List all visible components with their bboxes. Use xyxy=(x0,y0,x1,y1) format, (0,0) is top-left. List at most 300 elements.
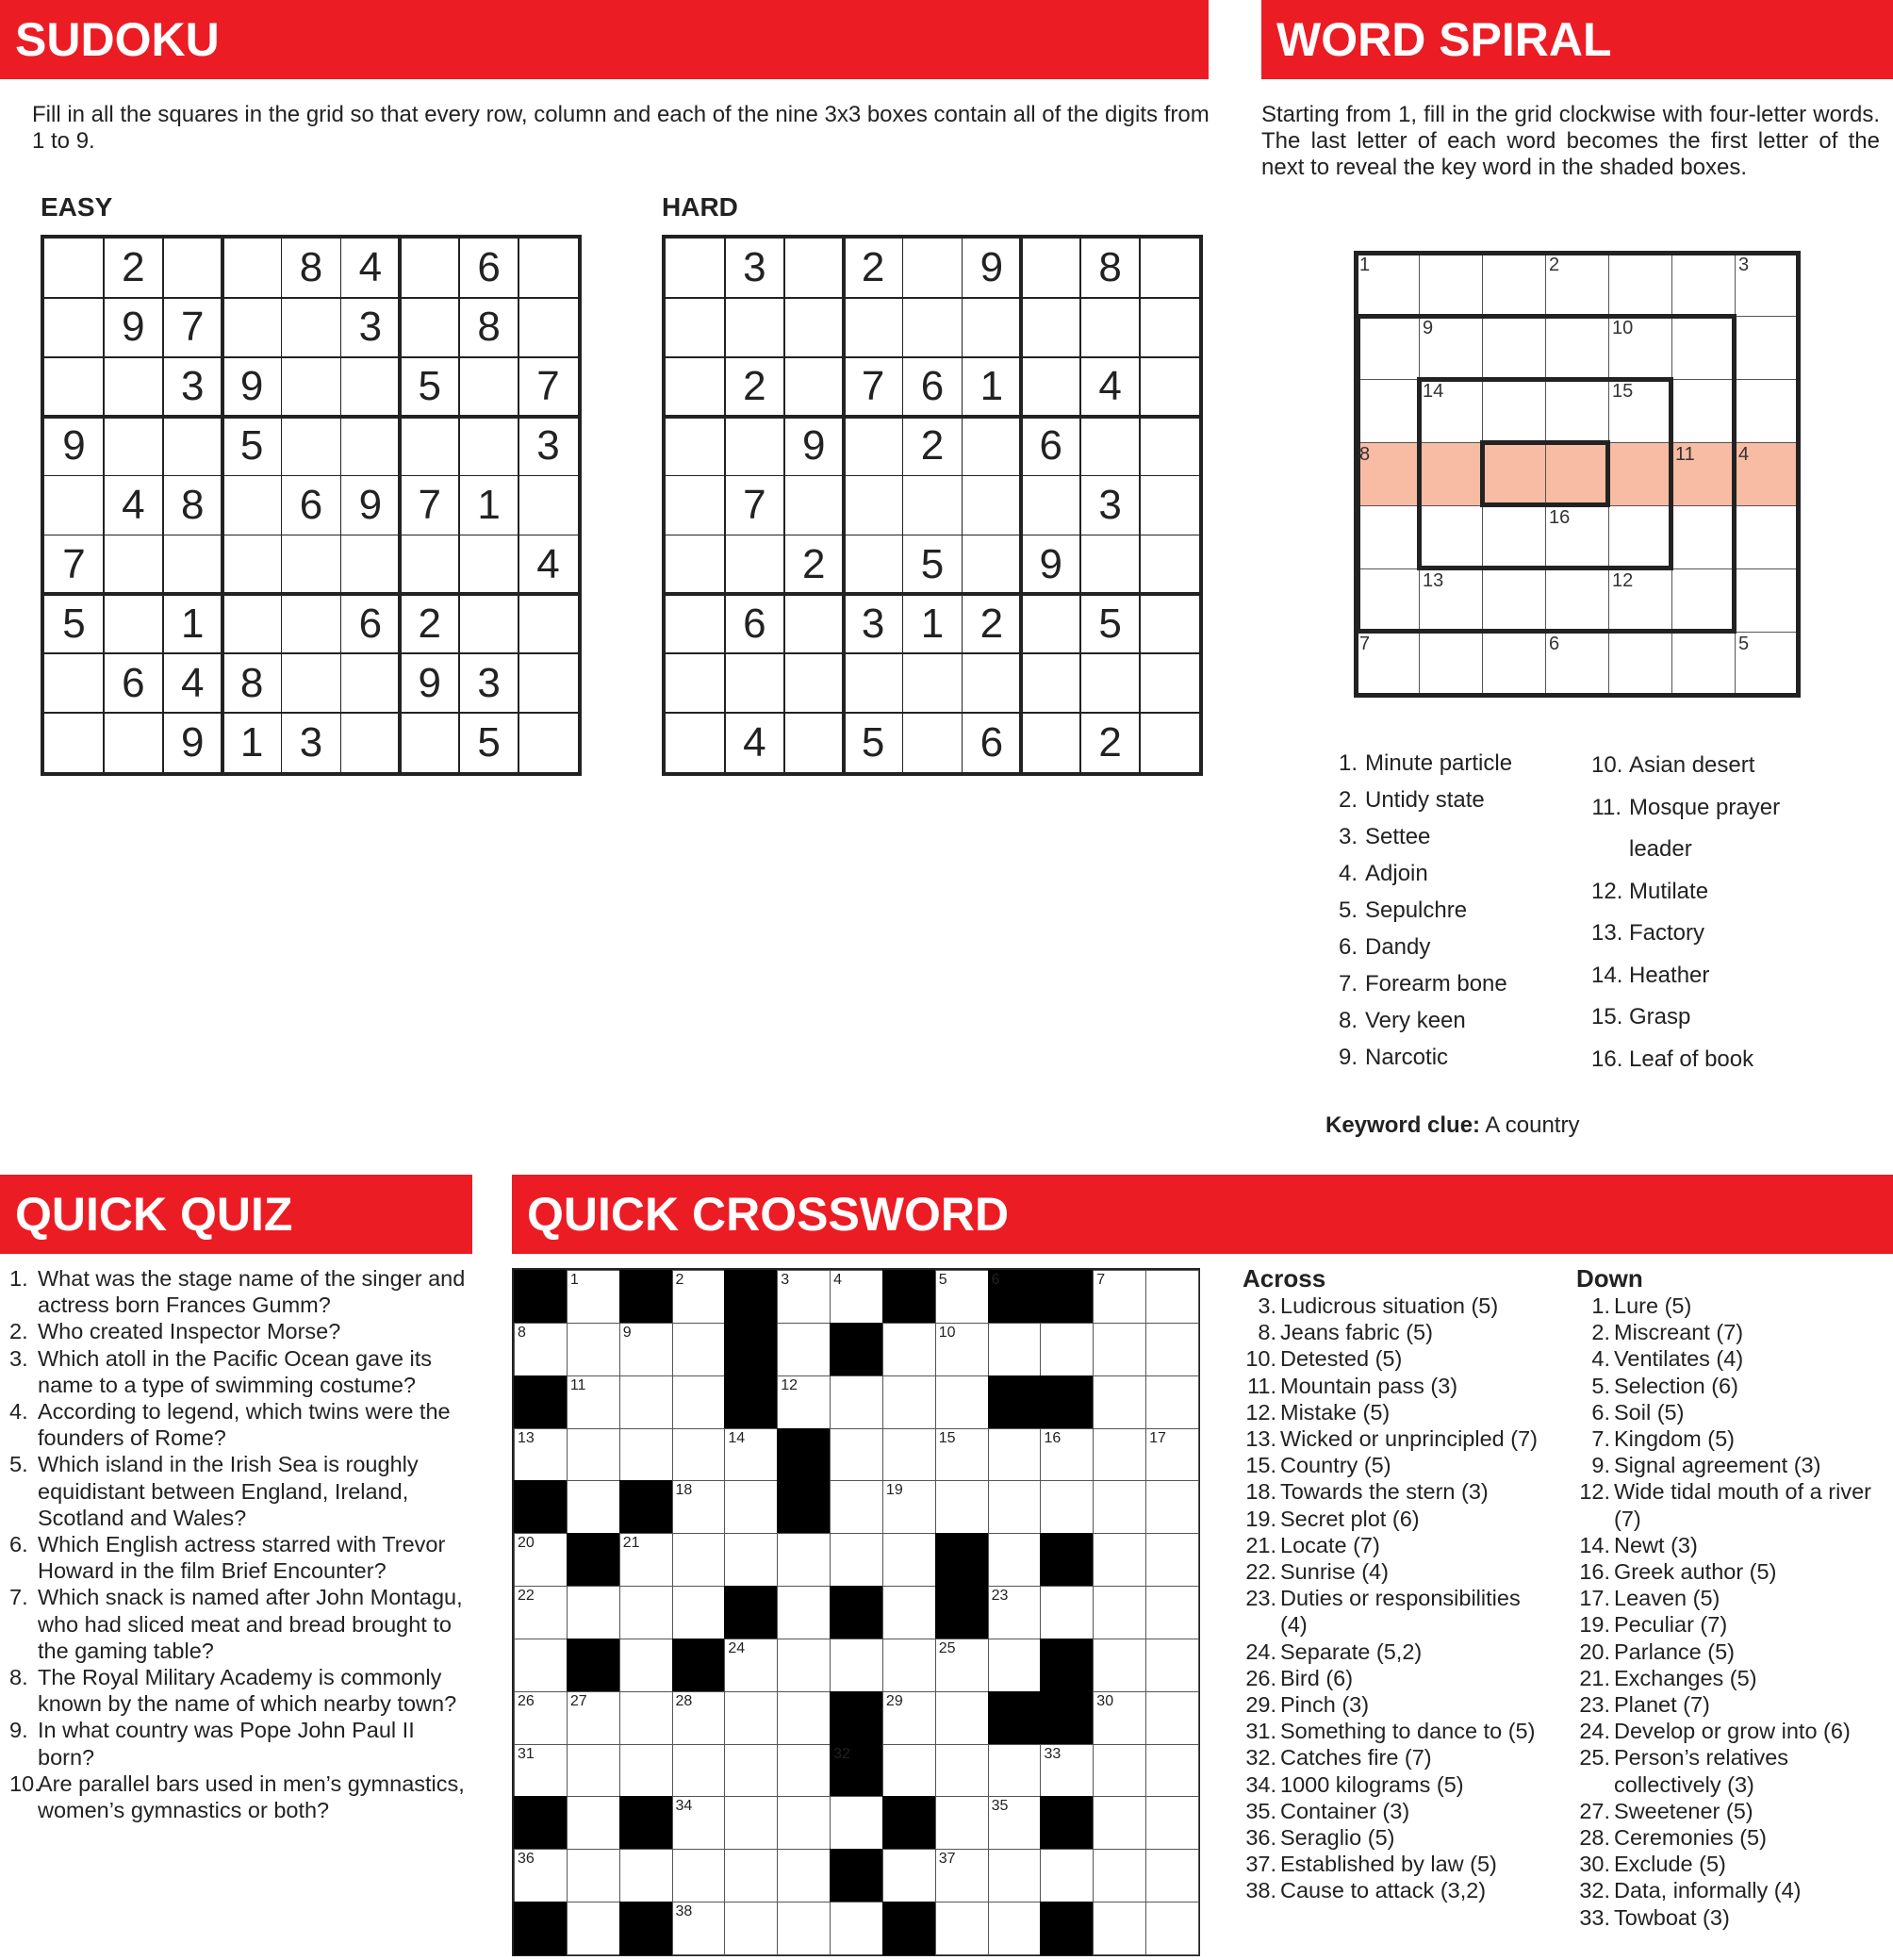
sudoku-cell xyxy=(844,653,903,713)
crossword-cell[interactable] xyxy=(567,1796,620,1850)
clue-text: Forearm bone xyxy=(1365,971,1507,996)
crossword-cell[interactable] xyxy=(1145,1849,1199,1902)
crossword-cell[interactable] xyxy=(777,1691,831,1745)
crossword-cell[interactable] xyxy=(1093,1480,1146,1534)
word-spiral-instructions: Starting from 1, fill in the grid clockwise with four-letter words. The last letter of each word becomes the first letter of the next to reveal the key word in the shaded boxes. xyxy=(1261,102,1880,180)
sudoku-cell xyxy=(1021,298,1080,357)
clue-text: Leaven (5) xyxy=(1614,1586,1720,1611)
clue-number: 5. xyxy=(1338,898,1358,923)
crossword-number: 8 xyxy=(518,1324,526,1341)
spiral-number: 3 xyxy=(1738,255,1750,275)
crossword-cell[interactable] xyxy=(724,1796,778,1850)
sudoku-cell xyxy=(400,417,459,476)
crossword-cell[interactable] xyxy=(830,1796,883,1850)
crossword-clue xyxy=(1576,1345,1887,1372)
crossword-black-cell xyxy=(830,1691,883,1745)
crossword-cell[interactable] xyxy=(672,1428,726,1482)
crossword-cell[interactable] xyxy=(514,1586,568,1639)
sudoku-cell: 9 xyxy=(122,304,145,351)
spiral-number: 15 xyxy=(1612,381,1634,402)
crossword-cell[interactable] xyxy=(672,1480,726,1534)
crossword-cell[interactable] xyxy=(672,1533,726,1587)
question-text: What was the stage name of the singer and actress born Frances Gumm? xyxy=(38,1266,466,1318)
clue-text: Towboat (3) xyxy=(1614,1904,1730,1930)
crossword-cell[interactable] xyxy=(567,1849,620,1902)
crossword-cell[interactable] xyxy=(988,1744,1042,1798)
grid-line xyxy=(103,239,105,772)
quiz-question xyxy=(0,1531,471,1584)
sudoku-banner: SUDOKU xyxy=(0,0,1209,79)
crossword-cell[interactable] xyxy=(1145,1533,1199,1587)
crossword-cell[interactable] xyxy=(672,1902,726,1955)
crossword-cell[interactable] xyxy=(1093,1691,1146,1745)
crossword-number: 7 xyxy=(1096,1272,1106,1288)
crossword-cell[interactable] xyxy=(724,1744,778,1798)
sudoku-cell: 2 xyxy=(861,244,885,291)
crossword-cell[interactable] xyxy=(935,1902,989,1955)
crossword-cell[interactable] xyxy=(619,1849,673,1902)
crossword-number: 33 xyxy=(1044,1745,1062,1762)
crossword-cell[interactable] xyxy=(724,1639,778,1692)
sudoku-cell xyxy=(104,594,163,653)
sudoku-cell xyxy=(1080,298,1140,357)
crossword-cell[interactable] xyxy=(619,1744,673,1798)
sudoku-cell: 4 xyxy=(536,540,560,587)
crossword-cell[interactable] xyxy=(988,1902,1042,1955)
crossword-cell[interactable] xyxy=(882,1428,936,1482)
crossword-cell[interactable] xyxy=(619,1323,673,1376)
crossword-cell[interactable] xyxy=(935,1796,989,1850)
crossword-cell[interactable] xyxy=(777,1849,831,1902)
sudoku-cell xyxy=(282,535,341,594)
sudoku-cell: 1 xyxy=(920,600,945,647)
sudoku-cell: 1 xyxy=(180,600,205,647)
clue-text: Very keen xyxy=(1365,1008,1466,1033)
sudoku-cell: 5 xyxy=(920,540,945,587)
quiz-question xyxy=(0,1398,471,1451)
crossword-cell[interactable] xyxy=(1040,1428,1094,1482)
grid-line xyxy=(44,535,578,536)
crossword-cell[interactable] xyxy=(830,1533,883,1587)
crossword-cell[interactable] xyxy=(882,1744,936,1798)
crossword-cell[interactable] xyxy=(988,1480,1042,1534)
sudoku-cell: 5 xyxy=(418,363,441,410)
crossword-cell[interactable] xyxy=(1093,1533,1146,1587)
crossword-cell[interactable] xyxy=(988,1849,1042,1902)
crossword-cell[interactable] xyxy=(882,1691,936,1745)
clue-number: 13. xyxy=(1245,1426,1276,1452)
crossword-cell[interactable] xyxy=(830,1480,883,1534)
crossword-cell[interactable] xyxy=(567,1902,620,1955)
crossword-cell[interactable] xyxy=(1040,1849,1094,1902)
clue-text: Factory xyxy=(1629,920,1705,946)
crossword-clue xyxy=(1576,1399,1887,1425)
crossword-cell[interactable] xyxy=(777,1323,831,1376)
crossword-cell[interactable] xyxy=(619,1586,673,1639)
clue-number: 9. xyxy=(1338,1045,1358,1070)
crossword-cell[interactable] xyxy=(672,1270,726,1324)
sudoku-cell xyxy=(666,417,725,476)
sudoku-cell: 7 xyxy=(418,481,441,528)
sudoku-cell xyxy=(340,713,400,772)
clue-text: Cause to attack (3,2) xyxy=(1280,1878,1487,1903)
crossword-cell[interactable] xyxy=(672,1691,726,1745)
question-number: 7. xyxy=(9,1585,28,1610)
grid-line xyxy=(281,239,283,772)
crossword-black-cell xyxy=(988,1375,1042,1429)
crossword-cell[interactable] xyxy=(1145,1586,1199,1639)
clue-number: 32. xyxy=(1245,1745,1276,1771)
crossword-black-cell xyxy=(724,1323,778,1376)
crossword-black-cell xyxy=(567,1533,620,1587)
crossword-cell[interactable] xyxy=(724,1849,778,1902)
crossword-cell[interactable] xyxy=(882,1480,936,1534)
sudoku-cell xyxy=(844,535,903,594)
sudoku-cell xyxy=(666,357,725,417)
crossword-number: 29 xyxy=(885,1692,903,1709)
sudoku-cell xyxy=(222,298,282,357)
crossword-cell[interactable] xyxy=(672,1796,726,1850)
crossword-cell[interactable] xyxy=(1145,1323,1199,1376)
crossword-cell[interactable] xyxy=(935,1375,989,1429)
clue-number: 3. xyxy=(1258,1293,1276,1318)
crossword-cell[interactable] xyxy=(724,1480,778,1534)
sudoku-cell xyxy=(962,653,1021,713)
crossword-cell[interactable] xyxy=(882,1639,936,1692)
crossword-cell[interactable] xyxy=(567,1323,620,1376)
grid-line xyxy=(44,356,578,358)
crossword-cell[interactable] xyxy=(1040,1586,1094,1639)
clue-text: Mountain pass (3) xyxy=(1280,1373,1458,1398)
crossword-black-cell xyxy=(830,1323,883,1376)
crossword-clue xyxy=(1243,1665,1544,1691)
crossword-cell[interactable] xyxy=(777,1744,831,1798)
crossword-number: 23 xyxy=(991,1588,1009,1605)
sudoku-cell: 6 xyxy=(1039,422,1062,469)
sudoku-cell xyxy=(666,653,725,713)
crossword-clue xyxy=(1243,1585,1544,1638)
crossword-cell[interactable] xyxy=(882,1323,936,1376)
crossword-cell[interactable] xyxy=(1145,1428,1199,1482)
crossword-cell[interactable] xyxy=(567,1375,620,1429)
sudoku-cell: 9 xyxy=(418,659,441,706)
crossword-cell[interactable] xyxy=(619,1428,673,1482)
crossword-cell[interactable] xyxy=(777,1270,831,1324)
crossword-cell[interactable] xyxy=(619,1691,673,1745)
crossword-cell[interactable] xyxy=(567,1691,620,1745)
clue-number: 30. xyxy=(1579,1852,1610,1877)
crossword-cell[interactable] xyxy=(777,1796,831,1850)
question-number: 3. xyxy=(9,1345,28,1371)
crossword-cell[interactable] xyxy=(777,1533,831,1587)
grid-line xyxy=(962,239,963,772)
crossword-cell[interactable] xyxy=(935,1480,989,1534)
crossword-cell[interactable] xyxy=(1145,1902,1199,1955)
crossword-cell[interactable] xyxy=(935,1849,989,1902)
crossword-banner: QUICK CROSSWORD xyxy=(512,1175,1893,1254)
crossword-cell[interactable] xyxy=(935,1639,989,1692)
crossword-clue xyxy=(1576,1798,1887,1824)
clue-text: Wide tidal mouth of a river (7) xyxy=(1614,1479,1871,1531)
spiral-clue xyxy=(1591,1039,1874,1081)
crossword-cell[interactable] xyxy=(514,1323,568,1376)
clue-text: Data, informally (4) xyxy=(1614,1878,1802,1903)
sudoku-cell xyxy=(903,298,963,357)
crossword-clue xyxy=(1576,1585,1887,1611)
crossword-black-cell xyxy=(1040,1375,1094,1429)
sudoku-cell: 2 xyxy=(418,600,441,647)
crossword-cell[interactable] xyxy=(672,1586,726,1639)
clue-number: 9. xyxy=(1591,1453,1610,1478)
sudoku-cell: 4 xyxy=(180,659,205,706)
sudoku-cell: 9 xyxy=(239,363,264,410)
clue-number: 12. xyxy=(1579,1479,1610,1505)
sudoku-cell xyxy=(400,535,459,594)
crossword-clue xyxy=(1243,1399,1544,1425)
crossword-cell[interactable] xyxy=(935,1270,989,1324)
grid-line xyxy=(340,239,342,772)
spiral-clue xyxy=(1327,892,1591,929)
sudoku-cell xyxy=(104,535,163,594)
sudoku-cell xyxy=(725,417,784,476)
clue-text: Asian desert xyxy=(1629,752,1755,778)
clue-text: Dandy xyxy=(1365,934,1431,960)
crossword-black-cell xyxy=(567,1639,620,1692)
sudoku-cell xyxy=(725,653,784,713)
crossword-clue xyxy=(1576,1744,1887,1797)
sudoku-cell xyxy=(784,476,844,535)
crossword-cell[interactable] xyxy=(724,1691,778,1745)
sudoku-cell xyxy=(1080,535,1140,594)
crossword-cell[interactable] xyxy=(1040,1480,1094,1534)
clue-text: Leaf of book xyxy=(1629,1046,1754,1072)
crossword-clue xyxy=(1576,1611,1887,1638)
sudoku-cell xyxy=(459,417,519,476)
crossword-cell[interactable] xyxy=(724,1902,778,1955)
clue-number: 4. xyxy=(1338,861,1358,886)
sudoku-cell: 4 xyxy=(122,481,145,528)
crossword-cell[interactable] xyxy=(514,1428,568,1482)
clue-text: Heather xyxy=(1629,962,1710,988)
crossword-cell[interactable] xyxy=(777,1902,831,1955)
crossword-cell[interactable] xyxy=(724,1533,778,1587)
crossword-cell[interactable] xyxy=(988,1533,1042,1587)
word-spiral-banner: WORD SPIRAL xyxy=(1261,0,1893,79)
crossword-clue xyxy=(1576,1373,1887,1399)
crossword-cell[interactable] xyxy=(1093,1744,1146,1798)
crossword-cell[interactable] xyxy=(1145,1270,1199,1324)
grid-line xyxy=(458,239,460,772)
crossword-cell[interactable] xyxy=(1093,1849,1146,1902)
crossword-number: 3 xyxy=(781,1272,790,1288)
crossword-cell[interactable] xyxy=(567,1270,620,1324)
sudoku-cell: 7 xyxy=(861,363,885,410)
crossword-cell[interactable] xyxy=(1093,1902,1146,1955)
crossword-clue xyxy=(1576,1824,1887,1851)
crossword-cell[interactable] xyxy=(882,1849,936,1902)
crossword-cell[interactable] xyxy=(1145,1375,1199,1429)
crossword-cell[interactable] xyxy=(672,1744,726,1798)
spiral-clue xyxy=(1591,745,1874,787)
grid-line xyxy=(666,652,1199,654)
crossword-number: 10 xyxy=(938,1324,956,1341)
crossword-cell[interactable] xyxy=(830,1375,883,1429)
crossword-cell[interactable] xyxy=(935,1691,989,1745)
crossword-cell[interactable] xyxy=(1093,1375,1146,1429)
grid-line xyxy=(162,239,164,772)
crossword-cell[interactable] xyxy=(882,1375,936,1429)
crossword-cell[interactable] xyxy=(1040,1323,1094,1376)
sudoku-cell: 6 xyxy=(477,244,501,291)
sudoku-cell xyxy=(44,357,104,417)
word-spiral-clues-left xyxy=(1327,745,1591,1076)
sudoku-cell xyxy=(222,535,282,594)
clue-text: Ludicrous situation (5) xyxy=(1280,1293,1499,1318)
spiral-clue xyxy=(1591,996,1874,1039)
crossword-cell[interactable] xyxy=(1093,1270,1146,1324)
crossword-cell[interactable] xyxy=(935,1323,989,1376)
grid-line xyxy=(1139,239,1141,772)
crossword-cell[interactable] xyxy=(672,1323,726,1376)
crossword-cell[interactable] xyxy=(1145,1480,1199,1534)
sudoku-cell xyxy=(844,417,903,476)
clue-text: Catches fire (7) xyxy=(1280,1745,1432,1771)
crossword-cell[interactable] xyxy=(1093,1428,1146,1482)
crossword-black-cell xyxy=(1040,1533,1094,1587)
clue-text: Grasp xyxy=(1629,1004,1691,1029)
crossword-cell[interactable] xyxy=(935,1428,989,1482)
crossword-cell[interactable] xyxy=(567,1428,620,1482)
crossword-black-cell xyxy=(514,1480,568,1534)
crossword-clue xyxy=(1576,1904,1887,1931)
crossword-number: 1 xyxy=(569,1272,579,1288)
crossword-cell[interactable] xyxy=(935,1744,989,1798)
crossword-cell[interactable] xyxy=(830,1270,883,1324)
spiral-number: 11 xyxy=(1675,444,1695,465)
clue-number: 5. xyxy=(1591,1373,1610,1398)
clue-number: 24. xyxy=(1579,1719,1610,1744)
crossword-cell[interactable] xyxy=(830,1639,883,1692)
crossword-cell[interactable] xyxy=(514,1849,568,1902)
crossword-cell[interactable] xyxy=(882,1586,936,1639)
sudoku-cell xyxy=(400,713,459,772)
grid-line xyxy=(44,592,578,596)
crossword-cell[interactable] xyxy=(1093,1586,1146,1639)
crossword-number: 16 xyxy=(1044,1429,1062,1446)
clue-number: 36. xyxy=(1245,1825,1276,1851)
clue-number: 13. xyxy=(1591,920,1623,946)
sudoku-cell xyxy=(519,653,578,713)
sudoku-cell xyxy=(340,653,400,713)
clue-text: Minute particle xyxy=(1365,750,1513,776)
question-number: 8. xyxy=(9,1665,28,1690)
sudoku-cell xyxy=(784,298,844,357)
crossword-black-cell xyxy=(1040,1270,1094,1324)
crossword-cell[interactable] xyxy=(567,1586,620,1639)
crossword-cell[interactable] xyxy=(514,1744,568,1798)
sudoku-cell xyxy=(519,239,578,298)
crossword-cell[interactable] xyxy=(1145,1796,1199,1850)
crossword-cell[interactable] xyxy=(988,1586,1042,1639)
clue-text: Signal agreement (3) xyxy=(1614,1453,1821,1478)
question-number: 1. xyxy=(9,1266,28,1291)
crossword-cell[interactable] xyxy=(1145,1691,1199,1745)
clue-text: Greek author (5) xyxy=(1614,1559,1777,1585)
clue-number: 21. xyxy=(1245,1532,1276,1557)
crossword-cell[interactable] xyxy=(514,1639,568,1692)
quiz-question xyxy=(0,1584,471,1664)
crossword-cell[interactable] xyxy=(1040,1744,1094,1798)
crossword-black-cell xyxy=(619,1480,673,1534)
crossword-cell[interactable] xyxy=(514,1533,568,1587)
crossword-cell[interactable] xyxy=(1093,1323,1146,1376)
crossword-cell[interactable] xyxy=(672,1375,726,1429)
spiral-clue xyxy=(1591,829,1874,871)
quiz-question xyxy=(0,1451,471,1531)
crossword-cell[interactable] xyxy=(1093,1796,1146,1850)
grid-line xyxy=(666,535,1199,536)
crossword-cell[interactable] xyxy=(988,1428,1042,1482)
crossword-cell[interactable] xyxy=(672,1849,726,1902)
crossword-number: 17 xyxy=(1149,1429,1166,1446)
crossword-cell[interactable] xyxy=(988,1323,1042,1376)
clue-text: 1000 kilograms (5) xyxy=(1280,1771,1464,1797)
crossword-cell[interactable] xyxy=(1145,1639,1199,1692)
clue-text: Secret plot (6) xyxy=(1280,1506,1420,1531)
crossword-cell[interactable] xyxy=(1145,1744,1199,1798)
clue-text: Exchanges (5) xyxy=(1614,1665,1757,1690)
clue-number: 17. xyxy=(1579,1586,1610,1611)
crossword-cell[interactable] xyxy=(777,1639,831,1692)
clue-number: 14. xyxy=(1579,1532,1610,1557)
clue-number: 20. xyxy=(1579,1639,1610,1664)
clue-number: 35. xyxy=(1245,1798,1276,1823)
crossword-cell[interactable] xyxy=(1093,1639,1146,1692)
grid-line xyxy=(44,297,578,299)
crossword-cell[interactable] xyxy=(724,1428,778,1482)
crossword-cell[interactable] xyxy=(988,1796,1042,1850)
crossword-cell[interactable] xyxy=(830,1428,883,1482)
crossword-clue xyxy=(1576,1425,1887,1452)
sudoku-cell xyxy=(1021,357,1080,417)
crossword-clue xyxy=(1243,1798,1544,1824)
crossword-number: 2 xyxy=(675,1272,684,1288)
crossword-cell[interactable] xyxy=(567,1744,620,1798)
clue-text: Newt (3) xyxy=(1614,1532,1698,1557)
clue-text: Container (3) xyxy=(1280,1798,1410,1823)
crossword-cell[interactable] xyxy=(882,1533,936,1587)
crossword-cell[interactable] xyxy=(777,1375,831,1429)
crossword-clue xyxy=(1576,1851,1887,1877)
sudoku-cell: 9 xyxy=(979,244,1004,291)
crossword-cell[interactable] xyxy=(619,1533,673,1587)
clue-text: Soil (5) xyxy=(1614,1399,1685,1425)
crossword-number: 24 xyxy=(728,1639,746,1656)
crossword-number: 14 xyxy=(728,1429,746,1446)
crossword-cell[interactable] xyxy=(777,1586,831,1639)
crossword-cell[interactable] xyxy=(830,1902,883,1955)
crossword-cell[interactable] xyxy=(514,1691,568,1745)
sudoku-cell xyxy=(400,298,459,357)
crossword-cell[interactable] xyxy=(988,1639,1042,1692)
clue-number: 6. xyxy=(1591,1399,1610,1425)
crossword-clue xyxy=(1243,1532,1544,1558)
sudoku-cell: 4 xyxy=(743,718,766,766)
clue-text: Pinch (3) xyxy=(1280,1692,1370,1718)
crossword-cell[interactable] xyxy=(619,1639,673,1692)
crossword-cell[interactable] xyxy=(567,1480,620,1534)
crossword-cell[interactable] xyxy=(619,1375,673,1429)
